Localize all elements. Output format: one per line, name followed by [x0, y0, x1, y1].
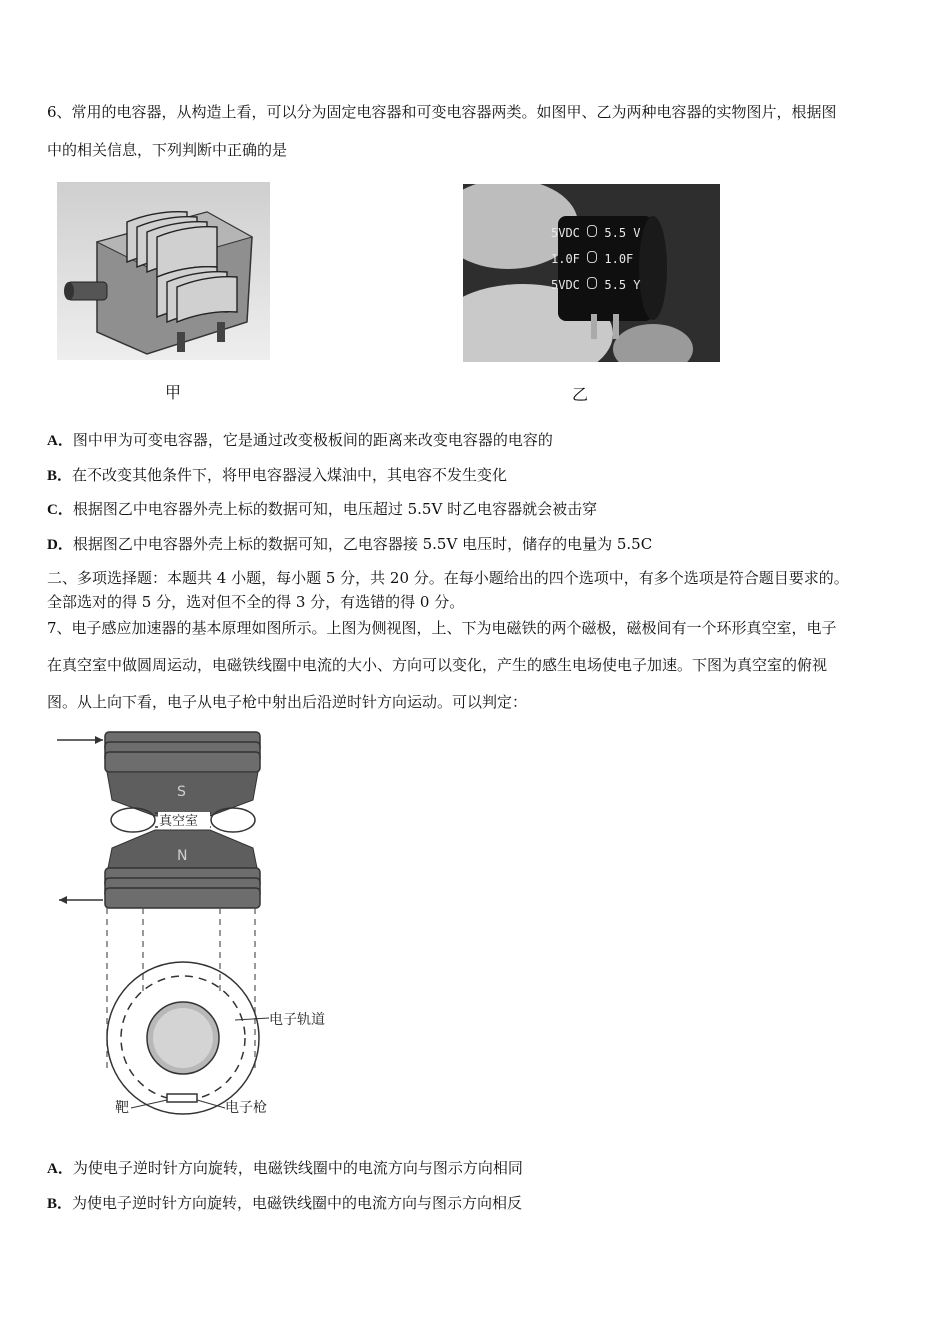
variable-capacitor-photo [57, 182, 270, 360]
section2-instructions-line1: 二、多项选择题：本题共 4 小题，每小题 5 分，共 20 分。在每小题给出的四个选项中，有多个选项是符合题目要求的。 [47, 569, 849, 587]
q6-option-b: B．在不改变其他条件下，将甲电容器浸入煤油中，其电容不发生变化 [47, 466, 508, 484]
q7-option-a: A．为使电子逆时针方向旋转，电磁铁线圈中的电流方向与图示方向相同 [47, 1159, 523, 1177]
cap-label-r1-right: 5.5 V [604, 226, 641, 240]
electron-orbit-label: 电子轨道 [269, 1012, 325, 1028]
cap-label-r1-left: 5VDC [551, 226, 580, 240]
vacuum-chamber-label: 真空室 [159, 814, 199, 829]
betatron-diagram [55, 728, 355, 1122]
pole-s-label: S [177, 784, 186, 800]
cap-label-r3-right: 5.5 Y [604, 278, 641, 292]
q6-stem-line1: 6、常用的电容器，从构造上看，可以分为固定电容器和可变电容器两类。如图甲、乙为两种电容器的实物图片，根据图 [47, 103, 837, 121]
q7-stem-line2: 在真空室中做圆周运动，电磁铁线圈中电流的大小、方向可以变化，产生的感生电场使电子加速。下图为真空室的俯视 [47, 656, 828, 674]
figure-caption-yi: 乙 [572, 385, 589, 404]
q6-option-a: A．图中甲为可变电容器，它是通过改变极板间的距离来改变电容器的电容的 [47, 431, 553, 449]
cap-label-r2-right: 1.0F [604, 252, 634, 266]
q7-stem-line1: 7、电子感应加速器的基本原理如图所示。上图为侧视图，上、下为电磁铁的两个磁极，磁极间有一个环形真空室，电子 [47, 619, 837, 637]
q6-option-d: D．根据图乙中电容器外壳上标的数据可知，乙电容器接 5.5V 电压时，储存的电量为 5.5C [47, 535, 653, 553]
fixed-capacitor-photo [463, 184, 720, 362]
q6-option-c: C．根据图乙中电容器外壳上标的数据可知，电压超过 5.5V 时乙电容器就会被击穿 [47, 500, 598, 518]
cap-label-r2-left: 1.0F [551, 252, 580, 266]
pole-n-label: N [177, 848, 188, 864]
q6-stem-line2: 中的相关信息，下列判断中正确的是 [47, 141, 288, 159]
q7-stem-line3: 图。从上向下看，电子从电子枪中射出后沿逆时针方向运动。可以判定： [47, 693, 528, 711]
target-label: 靶 [115, 1100, 129, 1116]
figure-caption-jia: 甲 [165, 383, 182, 402]
electron-gun-label: 电子枪 [225, 1100, 267, 1116]
section2-instructions-line2: 全部选对的得 5 分，选对但不全的得 3 分，有选错的得 0 分。 [47, 593, 465, 611]
cap-label-r3-left: 5VDC [551, 278, 580, 292]
q7-option-b: B．为使电子逆时针方向旋转，电磁铁线圈中的电流方向与图示方向相反 [47, 1194, 523, 1212]
